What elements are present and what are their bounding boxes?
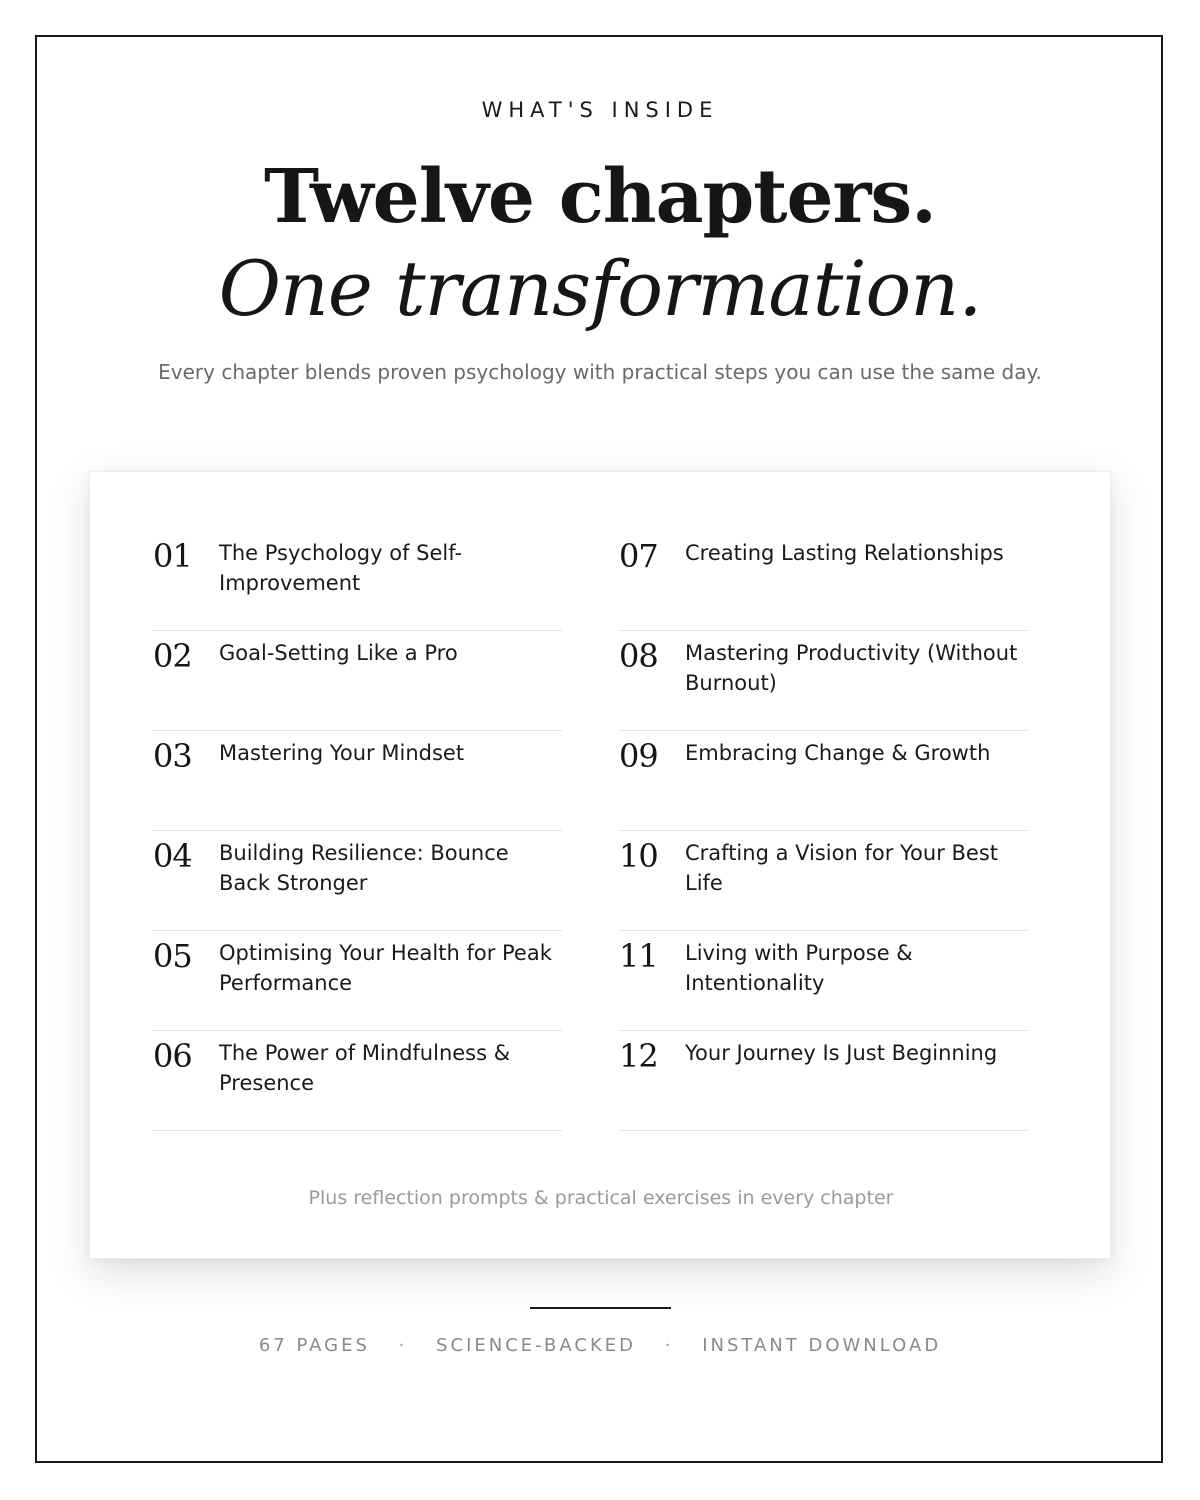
feature-list bbox=[0, 1335, 1200, 1356]
chapter-number: 04 bbox=[153, 837, 192, 875]
chapter-title: Building Resilience: Bounce Back Stronger bbox=[219, 841, 509, 895]
chapter-number: 10 bbox=[619, 837, 658, 875]
chapter-number: 09 bbox=[619, 737, 658, 775]
chapter-item-05 bbox=[153, 931, 562, 1031]
chapter-title: Creating Lasting Relationships bbox=[685, 541, 1004, 565]
chapter-number: 01 bbox=[153, 537, 192, 575]
chapter-title: Mastering Productivity (Without Burnout) bbox=[685, 641, 1018, 695]
chapter-item-08 bbox=[619, 631, 1028, 731]
chapter-item-07 bbox=[619, 531, 1028, 631]
chapter-item-12 bbox=[619, 1031, 1028, 1131]
chapter-number: 05 bbox=[153, 937, 192, 975]
chapter-item-01 bbox=[153, 531, 562, 631]
chapter-title: The Psychology of Self-Improvement bbox=[219, 541, 463, 595]
chapter-title: Optimising Your Health for Peak Performance bbox=[219, 941, 552, 995]
chapter-title: Mastering Your Mindset bbox=[219, 741, 465, 765]
chapter-number: 02 bbox=[153, 637, 192, 675]
chapter-title: The Power of Mindfulness & Presence bbox=[219, 1041, 511, 1095]
chapter-title: Living with Purpose & Intentionality bbox=[685, 941, 913, 995]
chapter-item-04 bbox=[153, 831, 562, 931]
chapter-title: Crafting a Vision for Your Best Life bbox=[685, 841, 999, 895]
chapters-card bbox=[89, 471, 1111, 1259]
headline-line-2: One transformation. bbox=[218, 244, 982, 333]
feature-science-backed: SCIENCE-BACKED bbox=[436, 1335, 636, 1356]
chapter-item-11 bbox=[619, 931, 1028, 1031]
chapter-number: 12 bbox=[619, 1037, 658, 1075]
feature-instant-download: INSTANT DOWNLOAD bbox=[702, 1335, 942, 1356]
feature-separator: · bbox=[398, 1335, 408, 1356]
chapter-item-03 bbox=[153, 731, 562, 831]
chapter-number: 07 bbox=[619, 537, 658, 575]
feature-pages: 67 PAGES bbox=[258, 1335, 370, 1356]
chapter-item-02 bbox=[153, 631, 562, 731]
chapter-number: 06 bbox=[153, 1037, 192, 1075]
chapter-title: Embracing Change & Growth bbox=[685, 741, 991, 765]
chapter-item-10 bbox=[619, 831, 1028, 931]
chapter-number: 11 bbox=[619, 937, 658, 975]
subtitle: Every chapter blends proven psychology with practical steps you can use the same day. bbox=[158, 360, 1042, 384]
chapter-item-06 bbox=[153, 1031, 562, 1131]
chapter-title: Goal-Setting Like a Pro bbox=[219, 641, 458, 665]
card-footer-note: Plus reflection prompts & practical exercises in every chapter bbox=[308, 1187, 894, 1209]
divider-line bbox=[530, 1307, 671, 1309]
section-eyebrow: WHAT'S INSIDE bbox=[481, 98, 719, 122]
chapter-number: 08 bbox=[619, 637, 658, 675]
headline-line-1: Twelve chapters. bbox=[264, 154, 936, 240]
feature-separator: · bbox=[664, 1335, 674, 1356]
chapter-number: 03 bbox=[153, 737, 192, 775]
chapter-title: Your Journey Is Just Beginning bbox=[685, 1041, 998, 1065]
chapter-item-09 bbox=[619, 731, 1028, 831]
